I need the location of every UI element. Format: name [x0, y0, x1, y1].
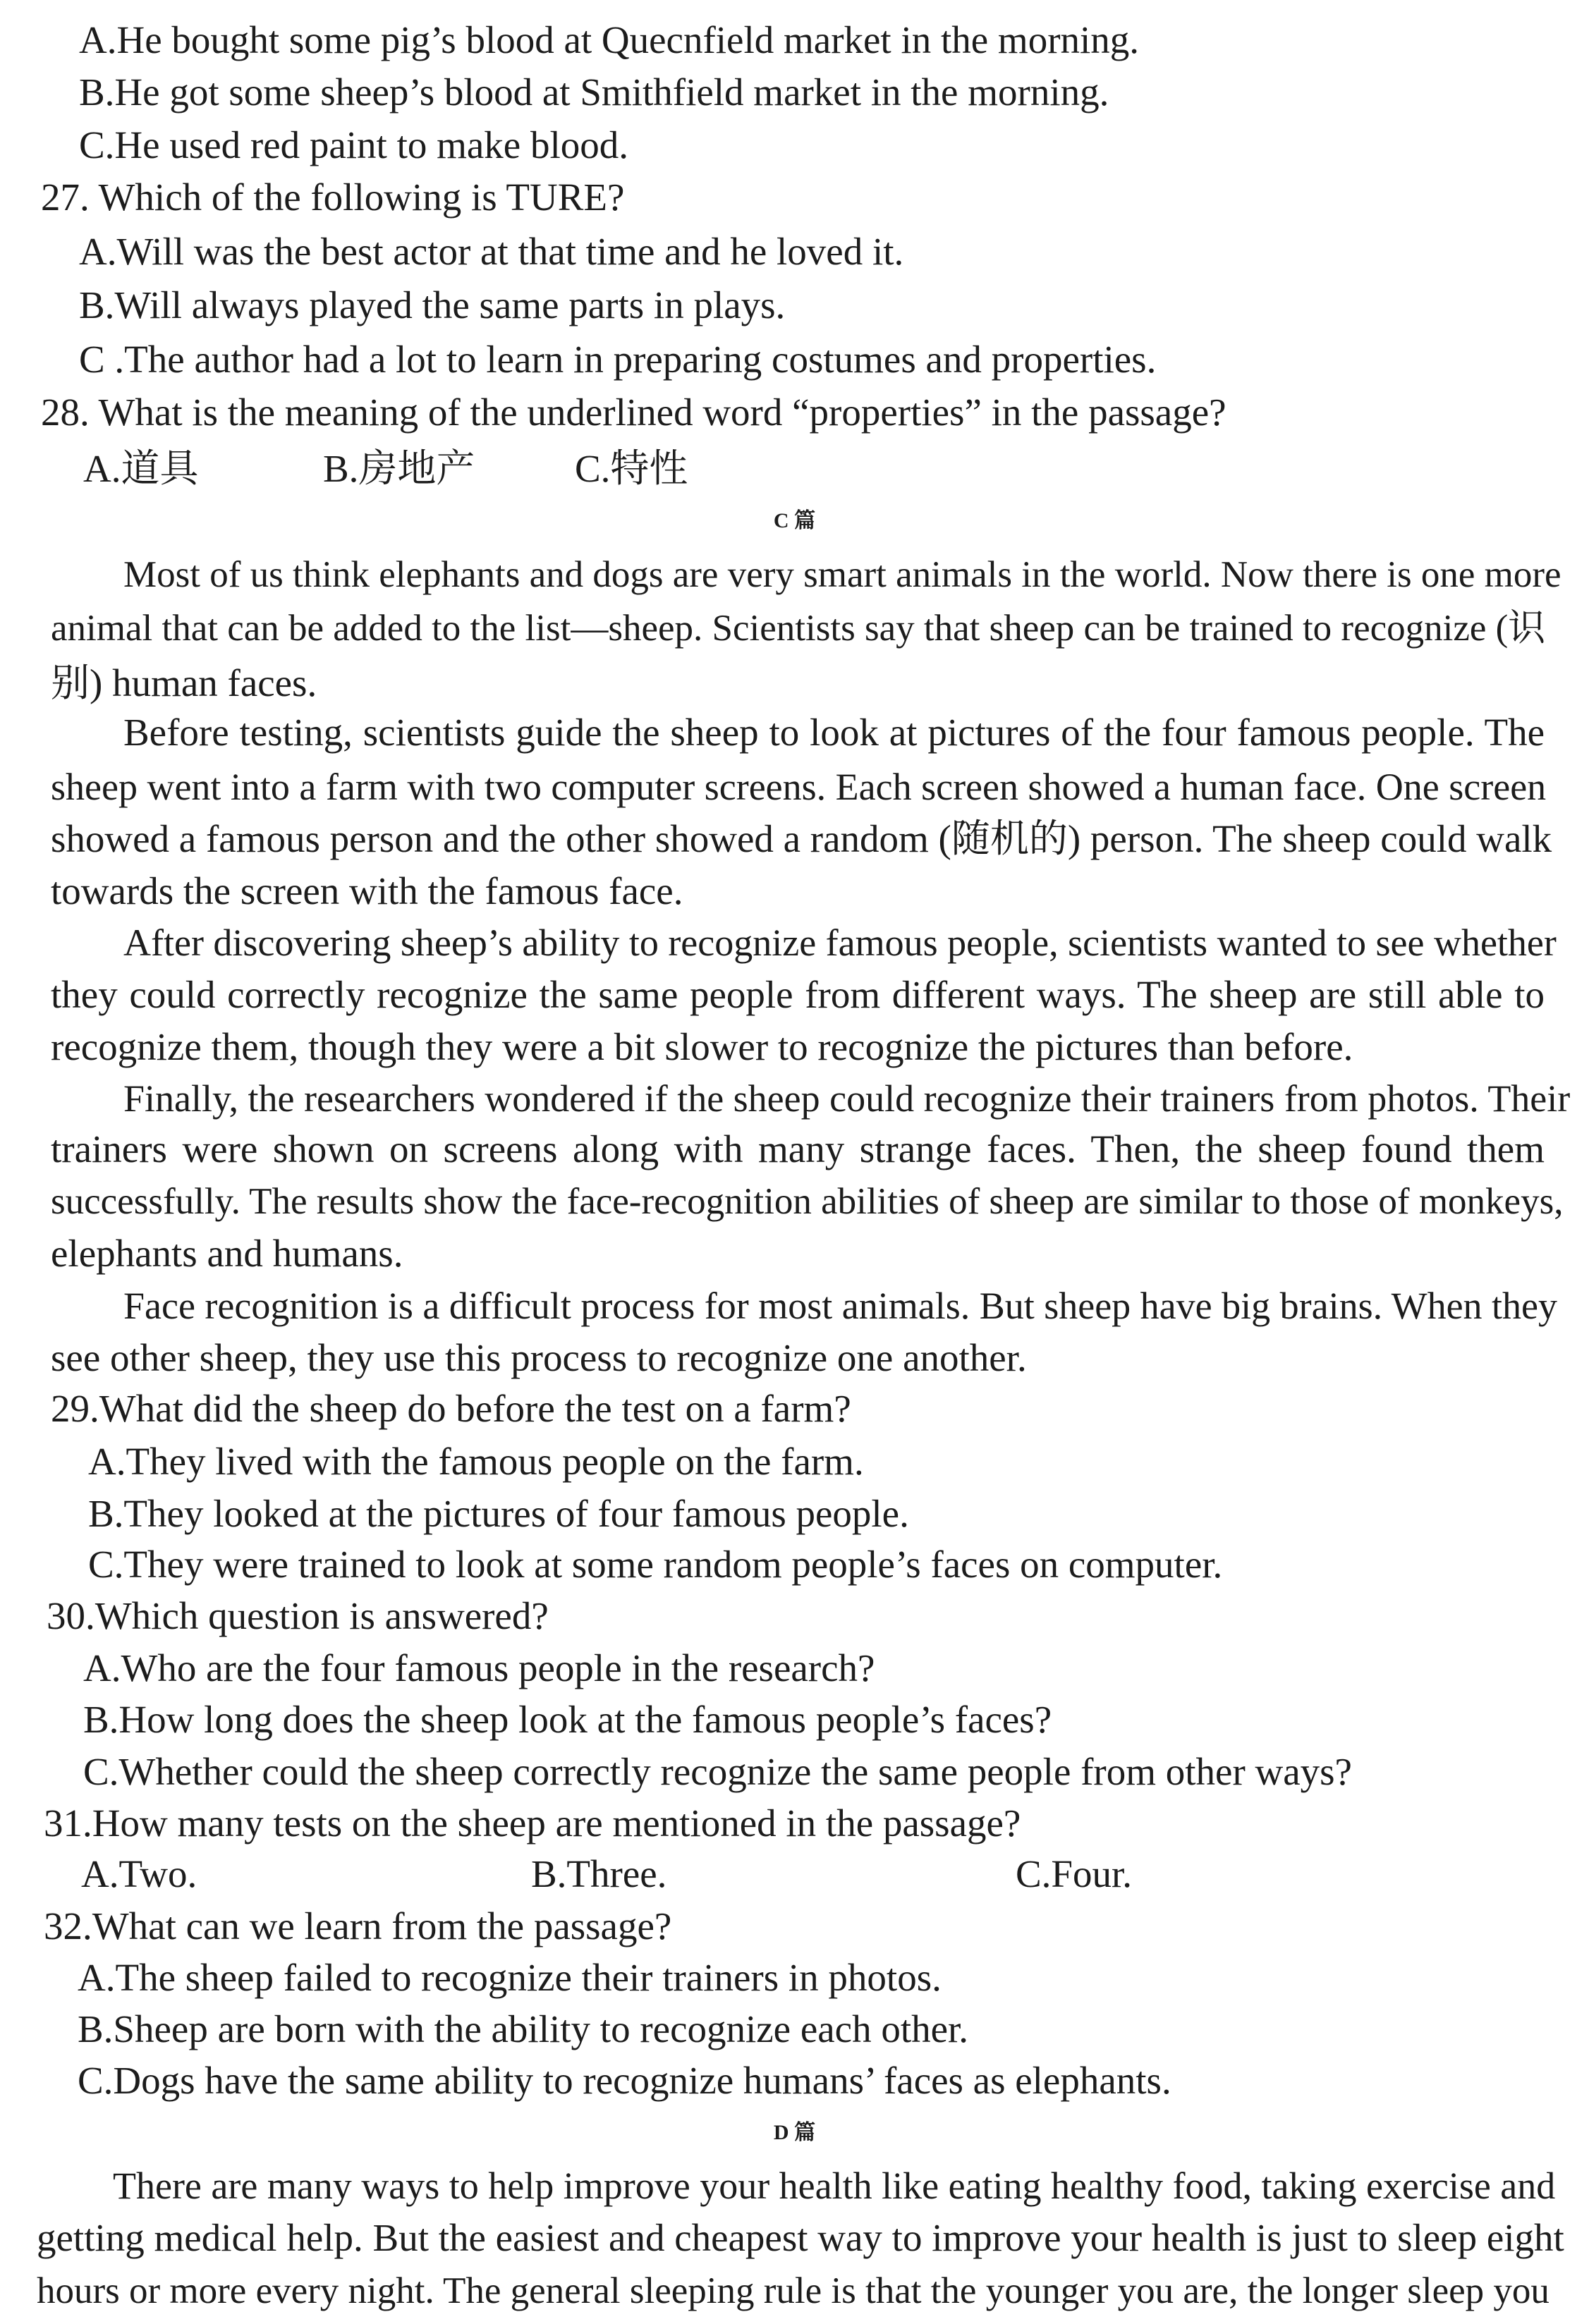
q27-option-c: C .The author had a lot to learn in preparing costumes and properties. [79, 338, 1157, 381]
q29-option-b: B.They looked at the pictures of four famous people. [88, 1492, 909, 1535]
q29-option-a: A.They lived with the famous people on the farm. [88, 1440, 864, 1483]
q26-option-c: C.He used red paint to make blood. [79, 123, 628, 166]
passage-c-line: Finally, the researchers wondered if the sheep could recognize their trainers from photos. Their [123, 1077, 1571, 1120]
passage-c-line: showed a famous person and the other showed a random (随机的) person. The sheep could walk [51, 817, 1552, 860]
section-c-heading: C 篇 [773, 509, 816, 532]
q30-option-a: A.Who are the four famous people in the research? [83, 1646, 875, 1689]
q27-option-b: B.Will always played the same parts in plays. [79, 283, 786, 326]
passage-c-line: elephants and humans. [51, 1232, 403, 1275]
passage-c-line: towards the screen with the famous face. [51, 869, 683, 912]
q31-question: 31.How many tests on the sheep are mentioned in the passage? [44, 1802, 1021, 1845]
q28-option-c: C.特性 [575, 447, 688, 490]
passage-d-line: getting medical help. But the easiest and cheapest way to improve your health is just to sleep eight [37, 2216, 1564, 2259]
passage-c-line: sheep went into a farm with two computer screens. Each screen showed a human face. One screen [51, 766, 1547, 808]
q32-question: 32.What can we learn from the passage? [44, 1904, 672, 1947]
q28-option-b: B.房地产 [323, 447, 475, 490]
q29-question: 29.What did the sheep do before the test on a farm? [51, 1387, 851, 1430]
passage-c-line: Before testing, scientists guide the sheep to look at pictures of the four famous people. The [123, 711, 1545, 754]
passage-c-line: After discovering sheep’s ability to recognize famous people, scientists wanted to see whether [123, 922, 1557, 964]
passage-c-line: trainers were shown on screens along with many strange faces. Then, the sheep found them [51, 1127, 1545, 1170]
q30-option-c: C.Whether could the sheep correctly recognize the same people from other ways? [83, 1750, 1352, 1793]
passage-c-line: they could correctly recognize the same people from different ways. The sheep are still able to [51, 973, 1545, 1016]
passage-c-line: Face recognition is a difficult process for most animals. But sheep have big brains. When they [123, 1285, 1558, 1327]
q28-option-a: A.道具 [83, 447, 199, 490]
passage-d-line: hours or more every night. The general sleeping rule is that the younger you are, the longer sleep you [37, 2270, 1550, 2311]
q31-option-a: A.Two. [81, 1852, 197, 1895]
q29-option-c: C.They were trained to look at some random people’s faces on computer. [88, 1543, 1223, 1586]
passage-c-line: 别) human faces. [51, 661, 317, 704]
passage-c-line: animal that can be added to the list—sheep. Scientists say that sheep can be trained to recognize (识 [51, 608, 1546, 649]
section-d-heading: D 篇 [773, 2121, 816, 2144]
passage-c-line: see other sheep, they use this process to recognize one another. [51, 1336, 1027, 1379]
q26-option-b: B.He got some sheep’s blood at Smithfield market in the morning. [79, 71, 1109, 114]
passage-c-line: recognize them, though they were a bit slower to recognize the pictures than before. [51, 1025, 1353, 1068]
q27-question: 27. Which of the following is TURE? [41, 176, 625, 219]
q32-option-c: C.Dogs have the same ability to recognize humans’ faces as elephants. [78, 2059, 1171, 2102]
q32-option-b: B.Sheep are born with the ability to recognize each other. [78, 2007, 969, 2050]
q27-option-a: A.Will was the best actor at that time and he loved it. [79, 230, 904, 273]
q32-option-a: A.The sheep failed to recognize their trainers in photos. [78, 1956, 942, 1999]
q28-question: 28. What is the meaning of the underlined word “properties” in the passage? [41, 391, 1226, 434]
q30-question: 30.Which question is answered? [47, 1594, 549, 1637]
passage-d-line: There are many ways to help improve your health like eating healthy food, taking exercise and [113, 2165, 1556, 2207]
q30-option-b: B.How long does the sheep look at the famous people’s faces? [83, 1698, 1052, 1741]
passage-c-line: Most of us think elephants and dogs are very smart animals in the world. Now there is one more [123, 554, 1561, 595]
passage-c-line: successfully. The results show the face-recognition abilities of sheep are similar to those of monkeys, [51, 1181, 1564, 1222]
q26-option-a: A.He bought some pig’s blood at Quecnfield market in the morning. [79, 18, 1140, 61]
q31-option-c: C.Four. [1016, 1852, 1133, 1895]
q31-option-b: B.Three. [531, 1852, 667, 1895]
